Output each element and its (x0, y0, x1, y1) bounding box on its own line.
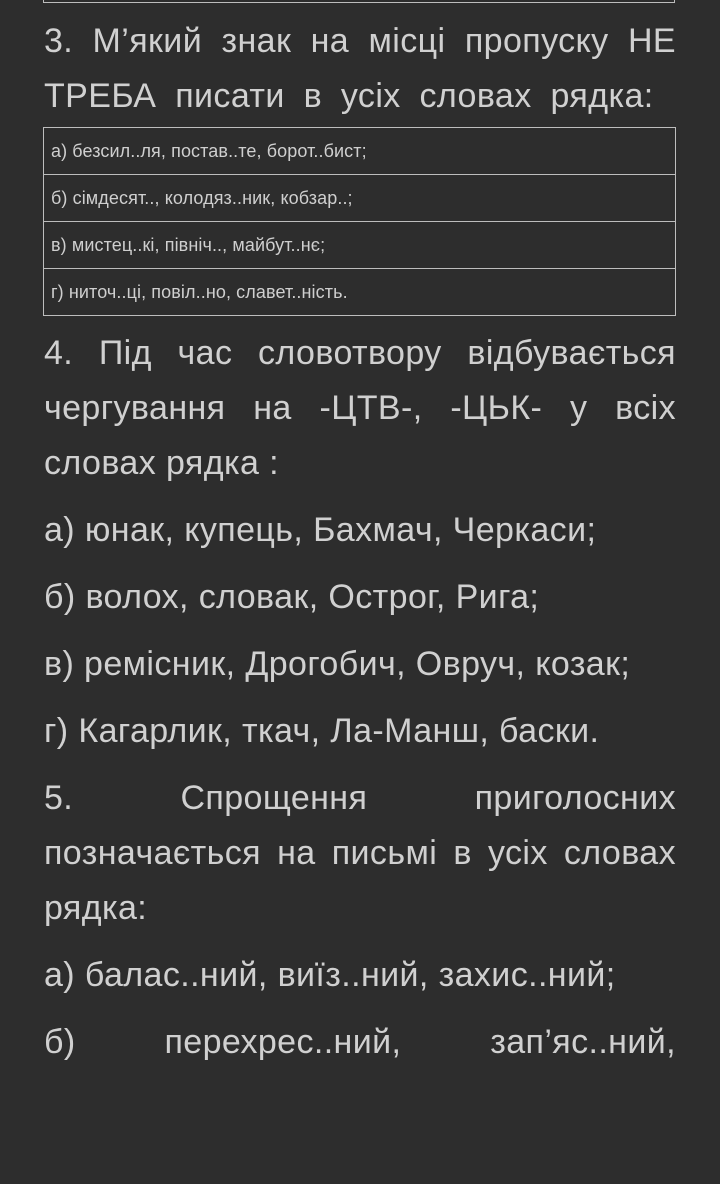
option-c-cell: в) мистец..кі, північ.., майбут..нє; (44, 222, 676, 269)
question-4-text: 4. Під час словотвору відбувається чергування на -ЦТВ-, -ЦЬК- у всіх словах рядка : (44, 334, 676, 482)
table-row (44, 222, 676, 269)
table-row (44, 269, 676, 316)
question-3-options-table (43, 127, 676, 316)
question-4-option-a: а) юнак, купець, Бахмач, Черкаси; (44, 511, 597, 549)
option-d-cell: г) ниточ..ці, повіл..но, славет..ність. (44, 269, 676, 316)
test-content (44, 14, 676, 1070)
question-5-option-a: а) балас..ний, виїз..ний, захис..ний; (44, 956, 616, 994)
table-row (44, 175, 676, 222)
question-3-text: 3. М’який знак на місці пропуску НЕ ТРЕБА писати в усіх словах рядка: (44, 22, 676, 115)
question-5-option-b: б) перехрес..ний, зап’яс..ний, (44, 1023, 676, 1061)
option-b-cell: б) сімдесят.., колодяз..ник, кобзар..; (44, 175, 676, 222)
table-row (44, 128, 676, 175)
question-4-option-d: г) Кагарлик, ткач, Ла-Манш, баски. (44, 712, 600, 750)
previous-table-edge (43, 0, 675, 3)
question-5-text: 5. Спрощення приголосних позначається на письмі в усіх словах рядка: (44, 779, 676, 927)
question-4-option-b: б) волох, словак, Острог, Рига; (44, 578, 540, 616)
question-4-option-c: в) ремісник, Дрогобич, Овруч, козак; (44, 645, 631, 683)
option-a-cell: а) безсил..ля, постав..те, борот..бист; (44, 128, 676, 175)
